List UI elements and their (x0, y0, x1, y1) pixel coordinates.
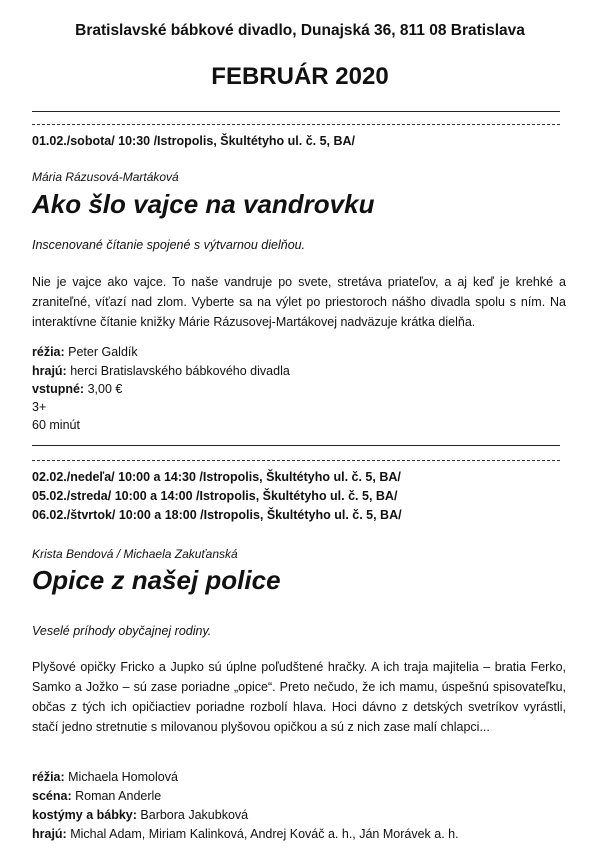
theatre-address-heading: Bratislavské bábkové divadlo, Dunajská 36, 811 08 Bratislava (75, 22, 525, 39)
event-2-date-3: 06.02./štvrtok/ 10:00 a 18:00 /Istropolis, Škultétyho ul. č. 5, BA/ (32, 508, 402, 522)
credit-value: 3,00 € (87, 382, 123, 396)
credit-label: kostýmy a bábky: (32, 808, 137, 822)
event-2-credit-director (32, 770, 178, 784)
event-2-author: Krista Bendová / Michaela Zakuťanská (32, 547, 238, 561)
credit-label: réžia: (32, 770, 65, 784)
event-2-credit-costumes (32, 808, 248, 822)
separator-dashed (32, 460, 560, 461)
event-1-credit-admission (32, 382, 122, 396)
credit-label: vstupné: (32, 382, 85, 396)
event-1-duration: 60 minút (32, 418, 80, 432)
event-1-age: 3+ (32, 400, 47, 414)
credit-value: Peter Galdík (68, 345, 138, 359)
event-2-credit-set (32, 789, 161, 803)
event-2-description: Plyšové opičky Fricko a Jupko sú úplne poľudštené hračky. A ich traja majitelia – bratia Ferko, Samko a Jožko – sú zase poriadne „opice“. Preto nečudo, že ich mamu, úspešnú spisovateľku, občas z tých ich opičiactiev poriadne rozbolí hlava. Hoci dávno z detských svetríkov vyrástli, stačí jedno stretnutie s milovanou plyšovou opičkou a sú z nich zase malí chlapci... (32, 660, 566, 734)
event-2-date-2: 05.02./streda/ 10:00 a 14:00 /Istropolis, Škultétyho ul. č. 5, BA/ (32, 489, 398, 503)
event-2-title: Opice z našej police (32, 565, 281, 595)
credit-label: hrajú: (32, 827, 67, 841)
credit-value: Roman Anderle (75, 789, 162, 803)
credit-value: herci Bratislavského bábkového divadla (70, 364, 290, 378)
event-1-date: 01.02./sobota/ 10:30 /Istropolis, Škultétyho ul. č. 5, BA/ (32, 134, 356, 148)
event-2-tagline: Veselé príhody obyčajnej rodiny. (32, 624, 212, 638)
event-1-author: Mária Rázusová-Martáková (32, 170, 179, 184)
separator-solid (32, 111, 560, 112)
credit-value: Michal Adam, Miriam Kalinková, Andrej Kováč a. h., Ján Morávek a. h. (70, 827, 459, 841)
event-1-credit-director (32, 345, 138, 359)
credit-label: réžia: (32, 345, 65, 359)
credit-label: scéna: (32, 789, 72, 803)
event-1-description: Nie je vajce ako vajce. To naše vandruje po svete, stretáva priateľov, a aj keď je krehké a zraniteľné, víťazí nad zlom. Vyberte sa na výlet po priestoroch nášho divadla spolu s ním. Na interaktívne čítanie knižky Márie Rázusovej-Martákovej nadväzuje krátka dielňa. (32, 275, 566, 329)
credit-value: Barbora Jakubková (140, 808, 249, 822)
event-1-credit-cast (32, 364, 290, 378)
event-1-title: Ako šlo vajce na vandrovku (32, 189, 375, 219)
separator-solid (32, 445, 560, 446)
month-heading: FEBRUÁR 2020 (211, 63, 389, 90)
event-2-credit-cast (32, 827, 459, 841)
credit-value: Michaela Homolová (68, 770, 178, 784)
event-2-date-1: 02.02./nedeľa/ 10:00 a 14:30 /Istropolis, Škultétyho ul. č. 5, BA/ (32, 470, 401, 484)
event-1-tagline: Inscenované čítanie spojené s výtvarnou dielňou. (32, 238, 306, 252)
credit-label: hrajú: (32, 364, 67, 378)
separator-dashed (32, 124, 560, 125)
